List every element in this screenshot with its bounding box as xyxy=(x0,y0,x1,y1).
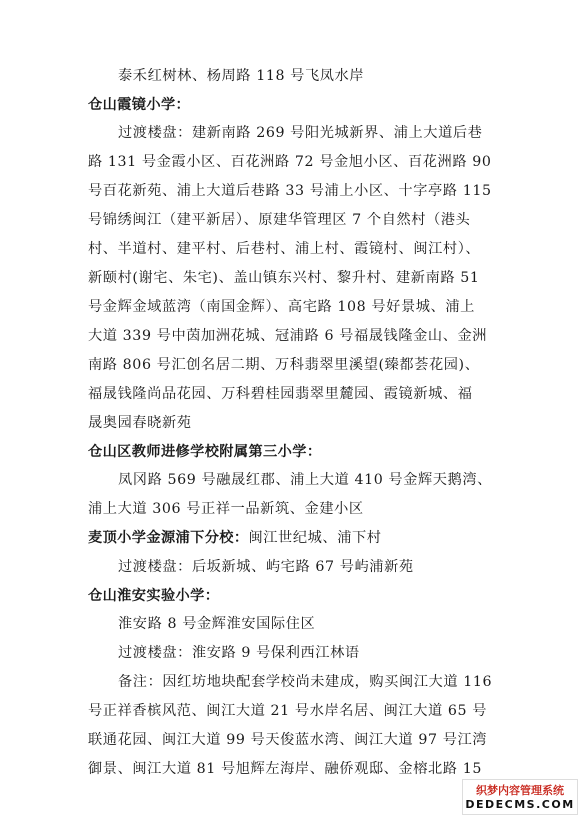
text-line: 村、半道村、建平村、后巷村、浦上村、霞镜村、闽江村）、 xyxy=(88,241,481,257)
text-line: 过渡楼盘：淮安路 9 号保利西江林语 xyxy=(118,645,360,661)
text-line: 闽江世纪城、浦下村 xyxy=(248,530,382,546)
text-line: 泰禾红树林、杨周路 118 号飞凤水岸 xyxy=(118,68,365,84)
watermark-title: 织梦内容管理系统 xyxy=(476,783,564,797)
school-heading: 仓山区教师进修学校附属第三小学： xyxy=(88,444,322,460)
text-line: 浦上大道 306 号正祥一品新筑、金建小区 xyxy=(88,501,364,517)
text-line: 御景、闽江大道 81 号旭辉左海岸、融侨观邸、金榕北路 15 xyxy=(88,761,482,777)
text-line: 凤冈路 569 号融晟红郡、浦上大道 410 号金辉天鹅湾、 xyxy=(118,472,492,488)
text-line: 过渡楼盘：建新南路 269 号阳光城新界、浦上大道后巷 xyxy=(118,125,483,141)
text-line: 路 131 号金霞小区、百花洲路 72 号金旭小区、百花洲路 90 xyxy=(88,154,492,170)
text-line: 联通花园、闽江大道 99 号天俊蓝水湾、闽江大道 97 号江湾 xyxy=(88,732,488,748)
text-line: 备注：因红坊地块配套学校尚未建成，购买闽江大道 116 xyxy=(118,674,493,690)
watermark-logo xyxy=(462,779,578,815)
school-line xyxy=(88,528,498,548)
text-line: 号正祥香槟风范、闽江大道 21 号水岸名居、闽江大道 65 号 xyxy=(88,703,488,719)
watermark-domain: DEDECMS.COM xyxy=(465,797,575,811)
school-heading: 仓山霞镜小学： xyxy=(88,97,191,113)
text-line: 南路 806 号汇创名居二期、万科翡翠里溪望(臻都荟花园)、 xyxy=(88,357,480,373)
text-line: 淮安路 8 号金辉淮安国际住区 xyxy=(118,616,316,632)
text-line: 晟奥园春晓新苑 xyxy=(88,415,192,431)
text-line: 新颐村(谢宅、朱宅)、盖山镇东兴村、黎升村、建新南路 51 xyxy=(88,270,480,286)
school-heading: 麦顶小学金源浦下分校： xyxy=(88,530,249,546)
text-line: 号锦绣闽江（建平新居）、原建华管理区 7 个自然村（港头 xyxy=(88,212,471,228)
text-line: 号百花新苑、浦上大道后巷路 33 号浦上小区、十字亭路 115 xyxy=(88,183,492,199)
text-line: 号金辉金域蓝湾（南国金辉）、高宅路 108 号好景城、浦上 xyxy=(88,299,475,315)
text-line: 福晟钱隆尚品花园、万科碧桂园翡翠里麓园、霞镜新城、福 xyxy=(88,386,473,402)
school-heading: 仓山淮安实验小学： xyxy=(88,588,220,604)
text-line: 大道 339 号中茵加洲花城、冠浦路 6 号福晟钱隆金山、金洲 xyxy=(88,328,488,344)
text-line: 过渡楼盘：后坂新城、屿宅路 67 号屿浦新苑 xyxy=(118,559,414,575)
